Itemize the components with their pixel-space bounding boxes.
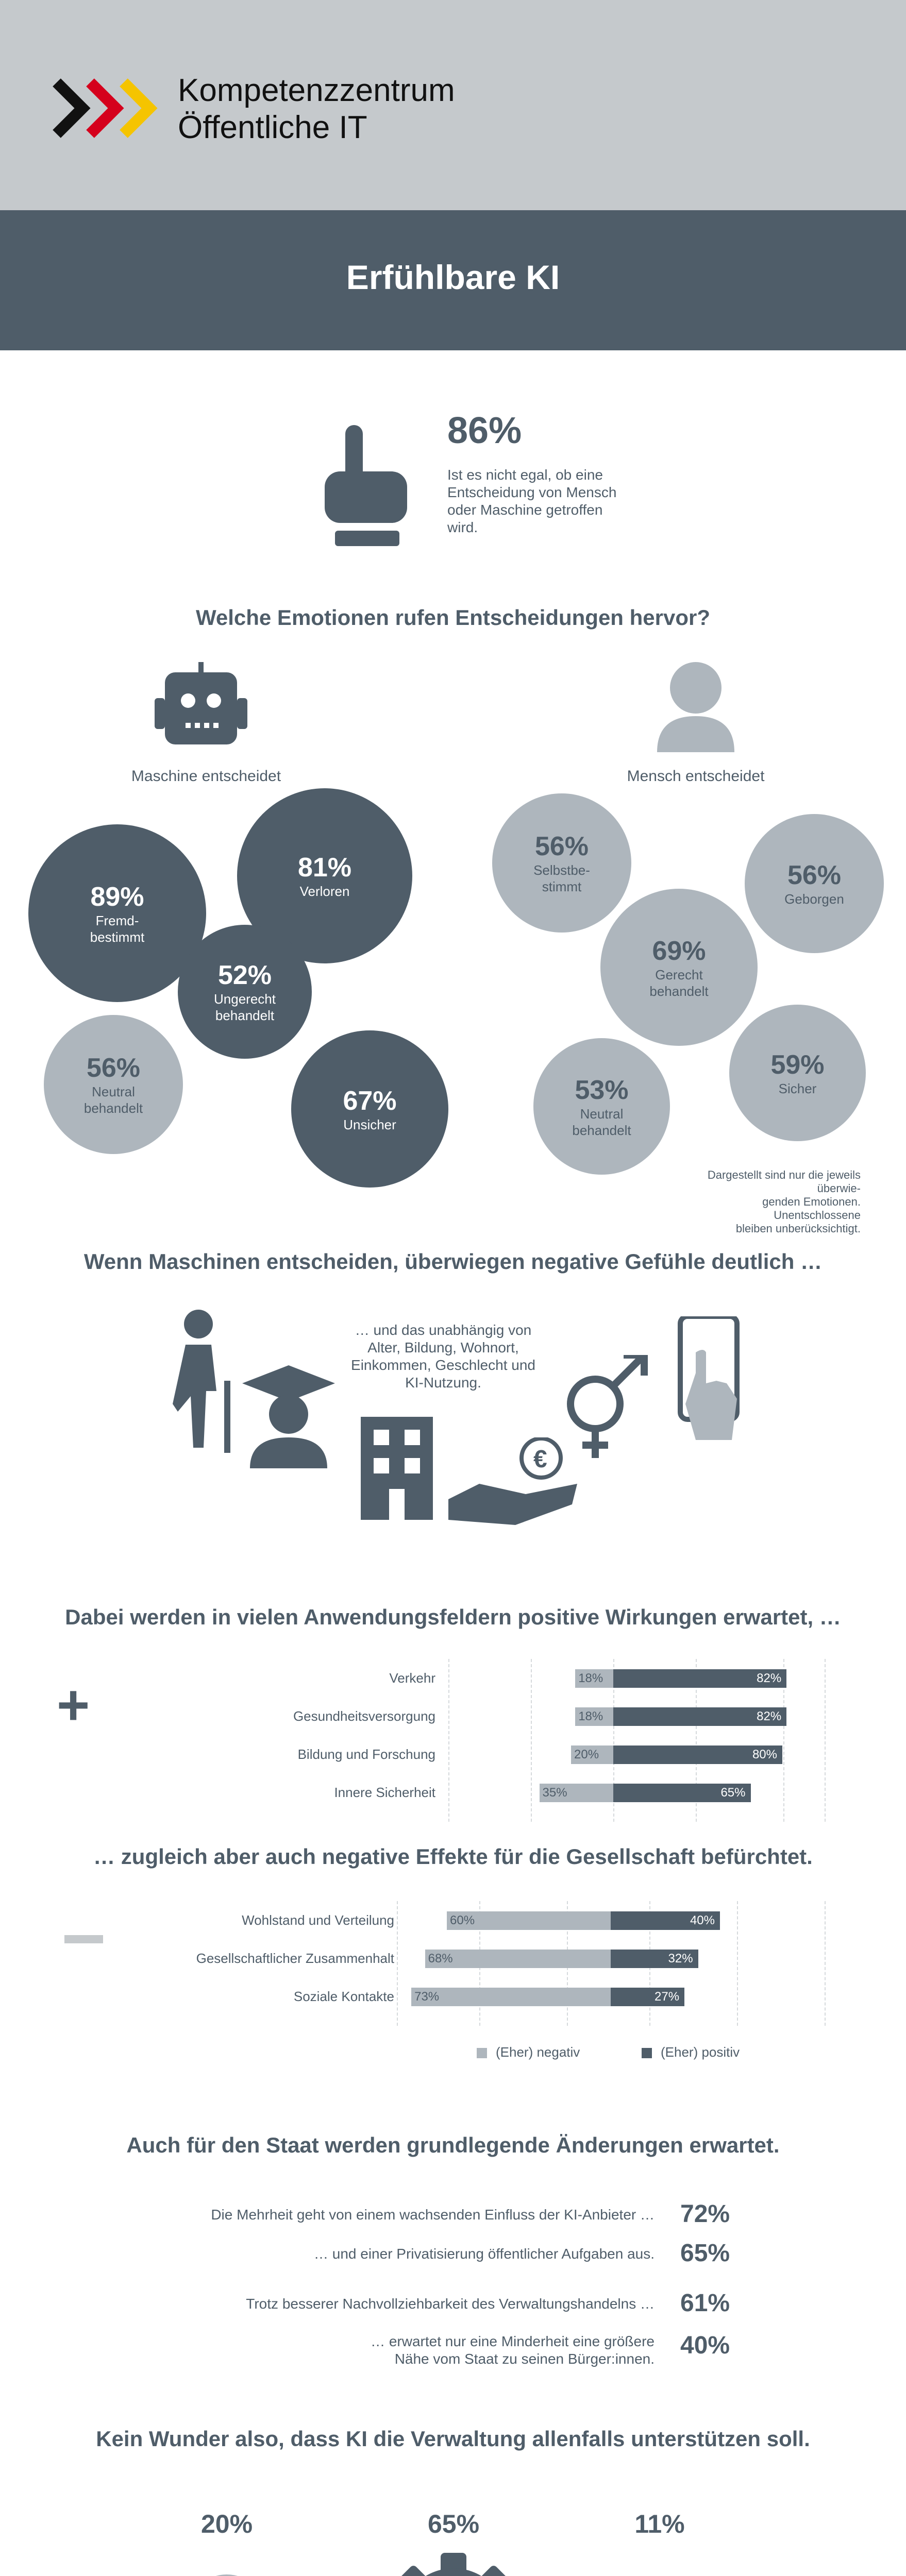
brand-line2: Öffentliche IT — [178, 110, 367, 145]
bar-negative-segment: 73% — [411, 1988, 611, 2006]
robot-icon — [155, 662, 247, 750]
bar-negative-segment: 68% — [425, 1950, 611, 1968]
bar-negative-segment: 18% — [575, 1669, 613, 1688]
bubble-label: Selbstbe- stimmt — [533, 862, 590, 894]
human-bubble — [729, 1005, 866, 1141]
brand-line1: Kompetenzzentrum — [178, 73, 455, 108]
bubble-percent: 56% — [534, 832, 589, 861]
grid-line — [737, 1901, 738, 2026]
machine-label: Maschine entscheidet — [131, 768, 281, 785]
statement-text: Die Mehrheit geht von einem wachsenden Einfluss der KI-Anbieter … — [211, 2207, 655, 2223]
bar-negative-segment: 60% — [447, 1911, 611, 1930]
human-bubble — [492, 793, 631, 933]
legend-neg-label: (Eher) negativ — [496, 2044, 580, 2060]
bubble-label: Verloren — [299, 884, 350, 899]
statement-percent: 61% — [680, 2290, 730, 2317]
bubble-label: Sicher — [778, 1080, 817, 1096]
support-percent: 65% — [427, 2510, 480, 2538]
bubble-label: Geborgen — [784, 891, 844, 907]
bar-category-label: Verkehr — [389, 1670, 435, 1686]
negative-text: … und das unabhängig von Alter, Bildung, Wohnort, Einkommen, Geschlecht und KI-Nutzung. — [351, 1322, 535, 1391]
statement-percent: 40% — [680, 2332, 730, 2359]
human-bubble — [745, 814, 884, 953]
bubble-percent: 53% — [575, 1075, 629, 1105]
machine-bubble — [291, 1030, 448, 1188]
bubble-percent: 56% — [787, 860, 842, 890]
statement-percent: 65% — [680, 2240, 730, 2267]
support-heading: Kein Wunder also, dass KI die Verwaltung allenfalls unterstützen soll. — [96, 2427, 810, 2451]
cross-circle-icon — [186, 2573, 268, 2576]
elderly-person-icon — [157, 1309, 245, 1453]
brand-chevrons-icon — [52, 77, 165, 139]
smartphone-icon — [675, 1316, 747, 1440]
legend-neg-swatch — [477, 2048, 487, 2058]
bubble-percent: 59% — [770, 1049, 825, 1080]
gender-icon — [557, 1355, 685, 1458]
statement-text: … erwartet nur eine Minderheit eine größere Nähe vom Staat zu seinen Bürger:innen. — [371, 2333, 655, 2367]
bar-category-label: Gesellschaftlicher Zusammenhalt — [196, 1951, 394, 1966]
grid-line — [825, 1901, 826, 2026]
bar-negative-segment: 18% — [575, 1707, 613, 1726]
bubble-percent: 89% — [90, 882, 144, 912]
bar-category-label: Innere Sicherheit — [334, 1785, 435, 1800]
bubble-percent: 67% — [343, 1086, 397, 1116]
machine-bubble — [44, 1015, 183, 1154]
bubble-label: Neutral behandelt — [83, 1084, 143, 1116]
grid-line — [448, 1659, 449, 1822]
emotions-note: Dargestellt sind nur die jeweils überwie- genden Emotionen. Unentschlossene bleiben unberücksichtigt. — [707, 1168, 861, 1235]
human-bubble — [600, 889, 758, 1046]
intro-text: Ist es nicht egal, ob eine Entscheidung von Mensch oder Maschine getroffen wird. — [447, 467, 617, 535]
bar-positive-segment: 32% — [611, 1950, 698, 1968]
bar-negative-segment: 20% — [571, 1745, 613, 1764]
emotions-heading: Welche Emotionen rufen Entscheidungen hervor? — [195, 605, 710, 630]
svg-text:€: € — [533, 1446, 547, 1473]
legend-pos-swatch — [642, 2048, 652, 2058]
graduate-icon — [242, 1365, 335, 1468]
human-bubble — [533, 1038, 670, 1175]
bar-negative-segment: 35% — [540, 1784, 614, 1802]
intro-percent: 86% — [447, 410, 522, 451]
positive-heading: Dabei werden in vielen Anwendungsfeldern positive Wirkungen erwartet, … — [65, 1605, 841, 1629]
gear-icon — [374, 2550, 533, 2576]
statement-text: Trotz besserer Nachvollziehbarkeit des Verwaltungshandelns … — [246, 2296, 655, 2312]
support-percent: 20% — [200, 2510, 253, 2538]
plus-icon: + — [57, 1673, 90, 1737]
bubble-percent: 52% — [217, 960, 272, 990]
statement-text: … und einer Privatisierung öffentlicher Aufgaben aus. — [313, 2246, 655, 2262]
bar-positive-segment: 82% — [613, 1707, 786, 1726]
bubble-label: Ungerecht behandelt — [214, 991, 276, 1023]
bar-positive-segment: 82% — [613, 1669, 786, 1688]
support-percent: 11% — [634, 2510, 685, 2538]
negative-heading: Wenn Maschinen entscheiden, überwiegen negative Gefühle deutlich … — [83, 1249, 823, 1274]
page-title: Erfühlbare KI — [346, 258, 560, 296]
machine-bubble — [178, 925, 312, 1059]
bar-category-label: Bildung und Forschung — [297, 1747, 435, 1762]
legend-pos-label: (Eher) positiv — [661, 2044, 740, 2060]
bubble-percent: 81% — [297, 853, 352, 883]
pointing-hand-icon — [317, 422, 415, 546]
person-icon — [652, 659, 740, 752]
bubble-percent: 56% — [86, 1053, 141, 1083]
bubble-label: Neutral behandelt — [572, 1106, 631, 1138]
building-icon — [361, 1417, 433, 1520]
bubble-label: Fremd- bestimmt — [90, 912, 145, 945]
negative-effects-heading: … zugleich aber auch negative Effekte für die Gesellschaft befürchtet. — [93, 1844, 813, 1869]
minus-icon — [64, 1935, 103, 1943]
human-label: Mensch entscheidet — [627, 768, 765, 785]
state-heading: Auch für den Staat werden grundlegende Änderungen erwartet. — [126, 2133, 780, 2157]
brand-name — [178, 72, 455, 146]
bar-positive-segment: 80% — [613, 1745, 782, 1764]
bar-positive-segment: 40% — [611, 1911, 720, 1930]
bar-positive-segment: 27% — [611, 1988, 684, 2006]
bubble-percent: 69% — [652, 936, 706, 966]
bar-category-label: Soziale Kontakte — [293, 1989, 394, 2004]
grid-line — [825, 1659, 826, 1822]
grid-line — [531, 1659, 532, 1822]
bar-positive-segment: 65% — [613, 1784, 751, 1802]
bar-category-label: Wohlstand und Verteilung — [242, 1912, 394, 1928]
grid-line — [397, 1901, 398, 2026]
bubble-label: Gerecht behandelt — [649, 967, 709, 999]
bubble-label: Unsicher — [343, 1116, 396, 1132]
bar-category-label: Gesundheitsversorgung — [293, 1708, 435, 1724]
statement-percent: 72% — [680, 2200, 730, 2228]
